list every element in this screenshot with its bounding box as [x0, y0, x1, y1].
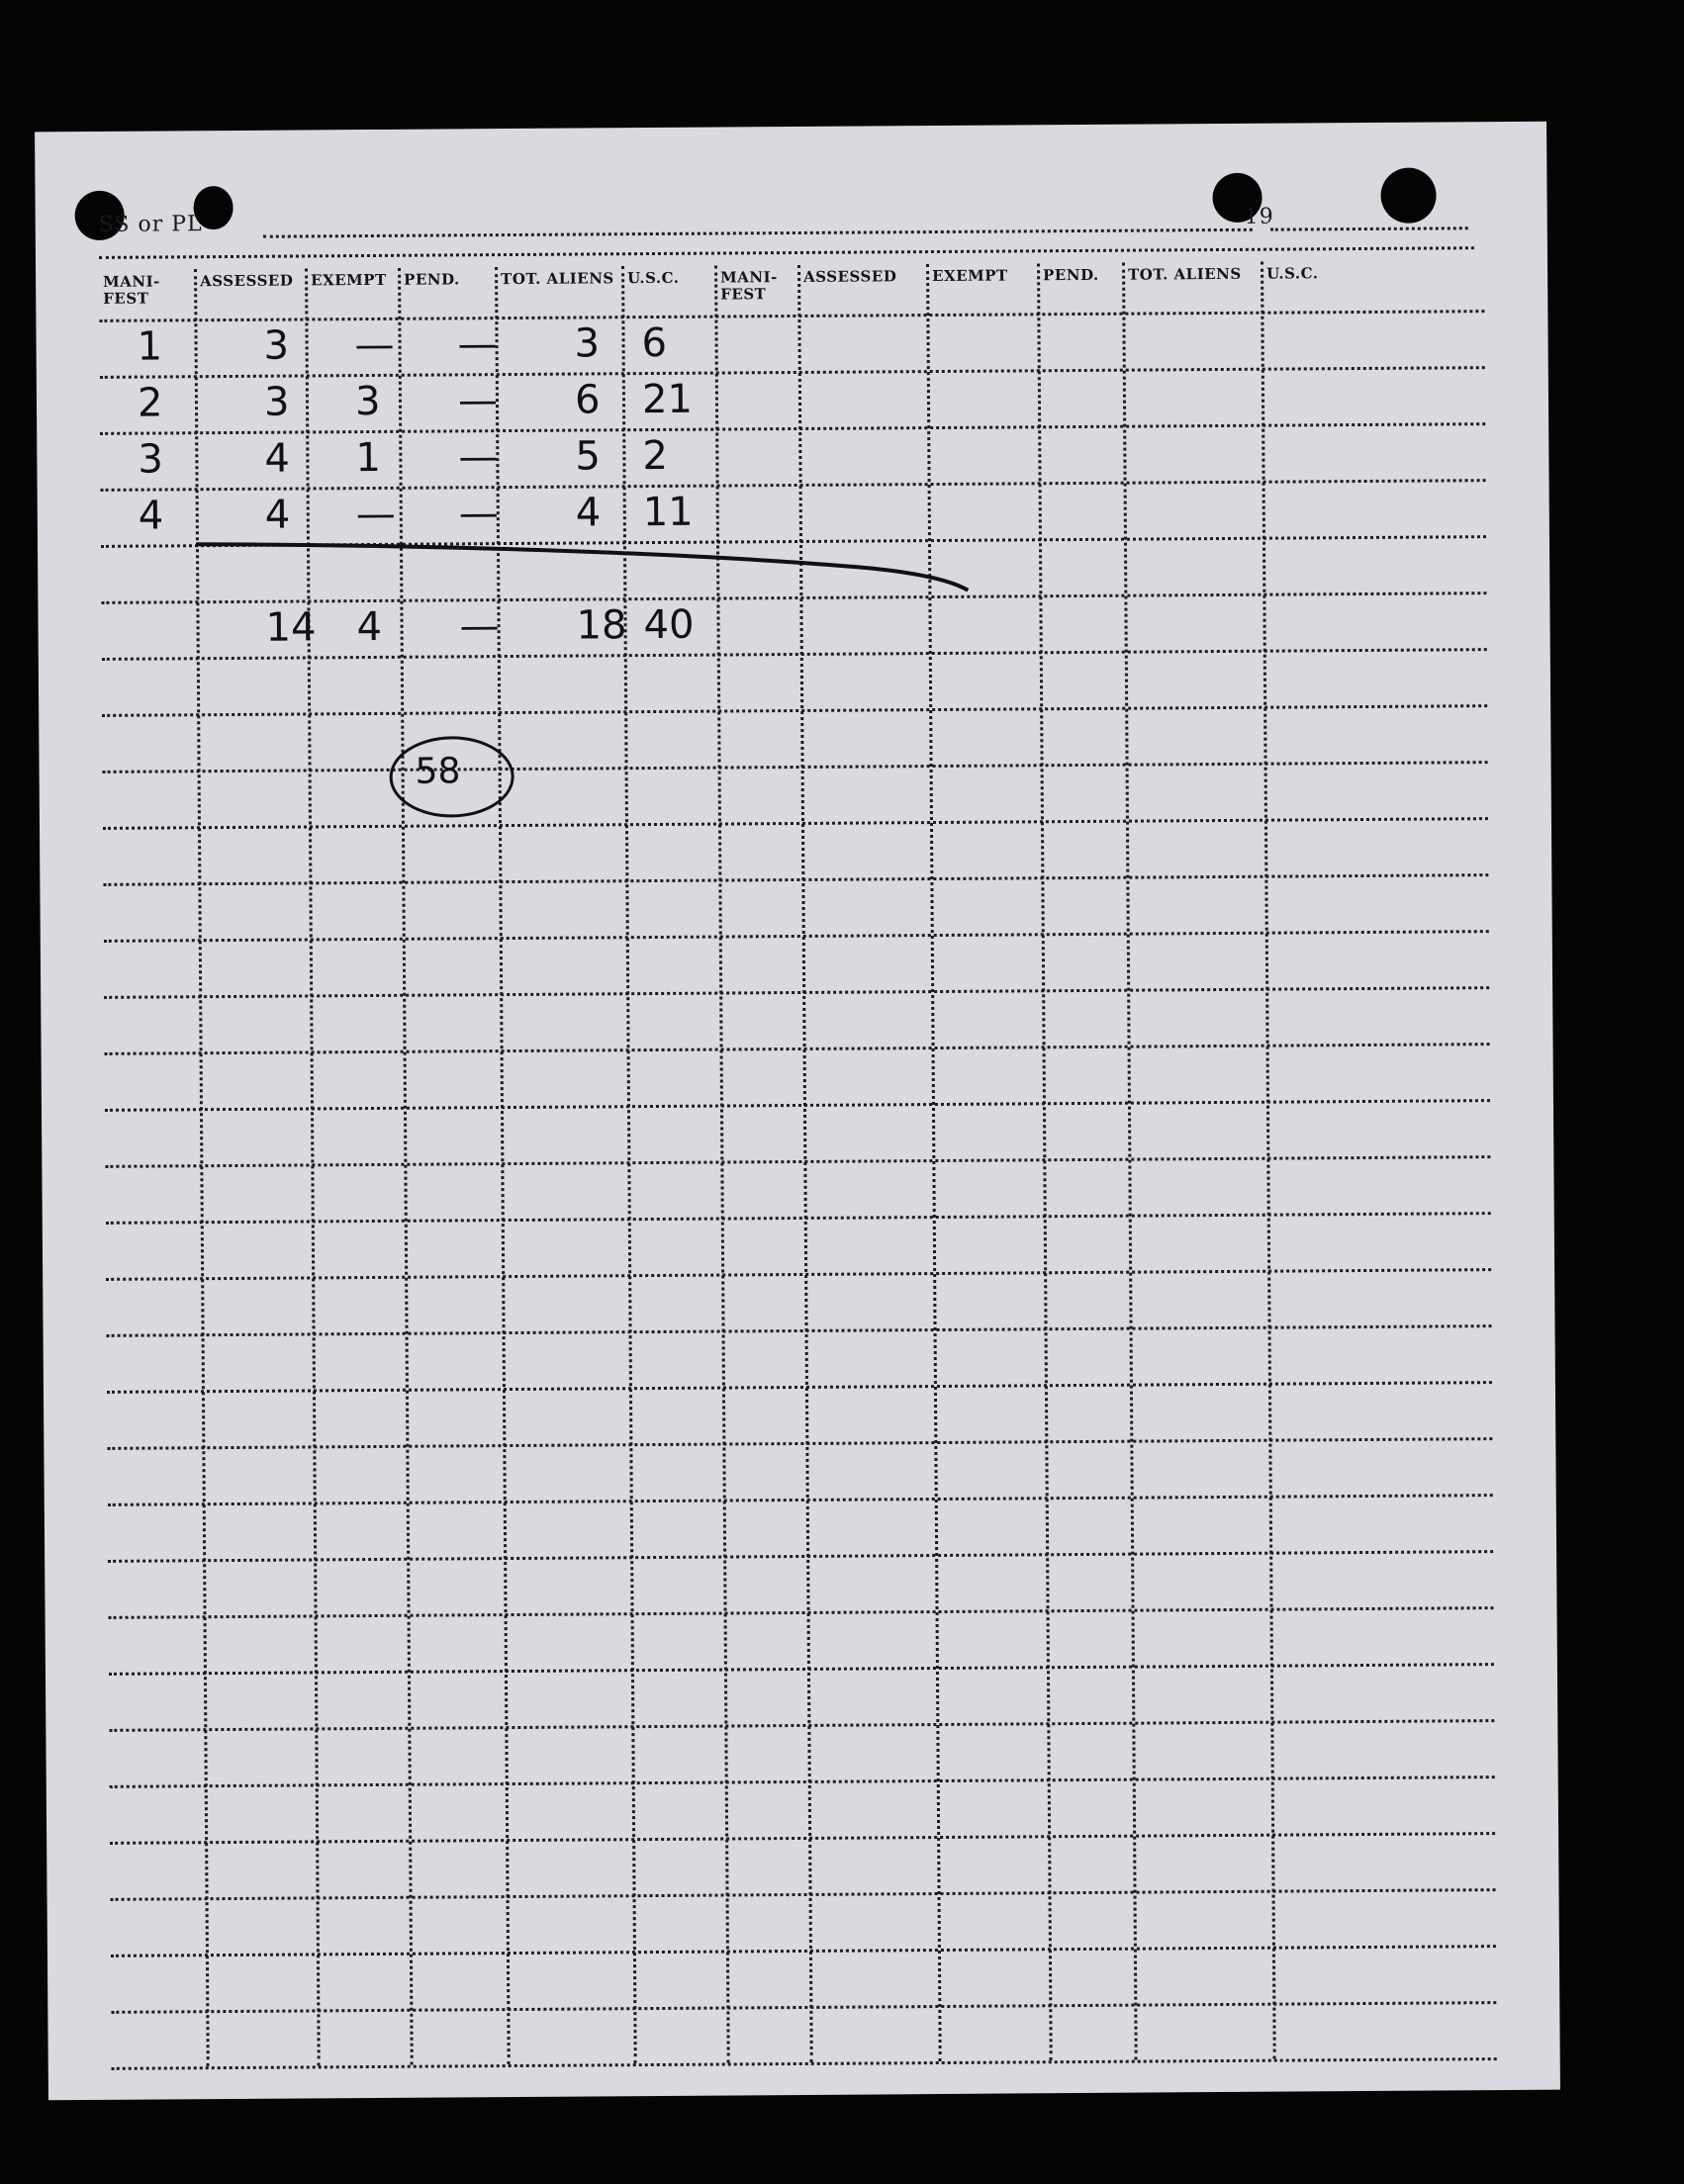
form-title: SS or PL [98, 212, 203, 237]
col-assessed-2: ASSESSED [803, 267, 897, 286]
entry-assessed: 3 [263, 322, 290, 369]
grand-total-value: 58 [415, 751, 461, 792]
total-assessed: 14 [265, 604, 317, 651]
col-assessed: ASSESSED [200, 271, 294, 291]
entry-pend: — [458, 434, 499, 481]
col-manifest-2: MANI- FEST [720, 268, 778, 304]
col-exempt-2: EXEMPT [932, 266, 1008, 286]
col-pend: PEND. [404, 270, 460, 289]
total-pend: — [459, 603, 500, 650]
entry-tot-aliens: 6 [574, 377, 601, 423]
form-page [35, 122, 1560, 2101]
entry-assessed: 3 [263, 379, 290, 425]
total-tot-aliens: 18 [576, 602, 627, 649]
col-usc: U.S.C. [627, 268, 680, 288]
entry-tot-aliens: 3 [574, 320, 601, 367]
total-exempt: 4 [356, 603, 383, 651]
entry-manifest: 3 [138, 436, 164, 483]
entry-assessed: 4 [264, 492, 291, 538]
entry-usc: 21 [641, 376, 694, 423]
entry-exempt: 3 [354, 378, 381, 425]
entry-manifest: 1 [137, 323, 163, 370]
total-underline-stroke [35, 122, 1560, 2101]
col-exempt: EXEMPT [311, 270, 387, 290]
entry-assessed: 4 [264, 435, 290, 482]
col-tot-aliens: TOT. ALIENS [501, 269, 614, 289]
entry-pend: — [457, 321, 498, 368]
year-field: 19 [1244, 204, 1274, 229]
entry-pend: — [457, 378, 499, 424]
entry-exempt: — [355, 491, 396, 538]
entry-tot-aliens: 4 [575, 490, 602, 536]
entry-usc: 11 [642, 489, 694, 536]
entry-usc: 2 [642, 432, 668, 480]
entry-exempt: — [354, 321, 395, 369]
entry-pend: — [458, 491, 499, 537]
entry-exempt: 1 [355, 434, 381, 482]
col-usc-2: U.S.C. [1266, 264, 1319, 283]
entry-usc: 6 [641, 319, 668, 367]
col-tot-aliens-2: TOT. ALIENS [1128, 264, 1242, 284]
total-usc: 40 [643, 601, 695, 649]
col-pend-2: PEND. [1043, 265, 1099, 285]
entry-manifest: 4 [138, 493, 164, 539]
entry-manifest: 2 [137, 380, 163, 426]
entry-tot-aliens: 5 [575, 433, 601, 480]
col-manifest: MANI- FEST [103, 272, 160, 308]
